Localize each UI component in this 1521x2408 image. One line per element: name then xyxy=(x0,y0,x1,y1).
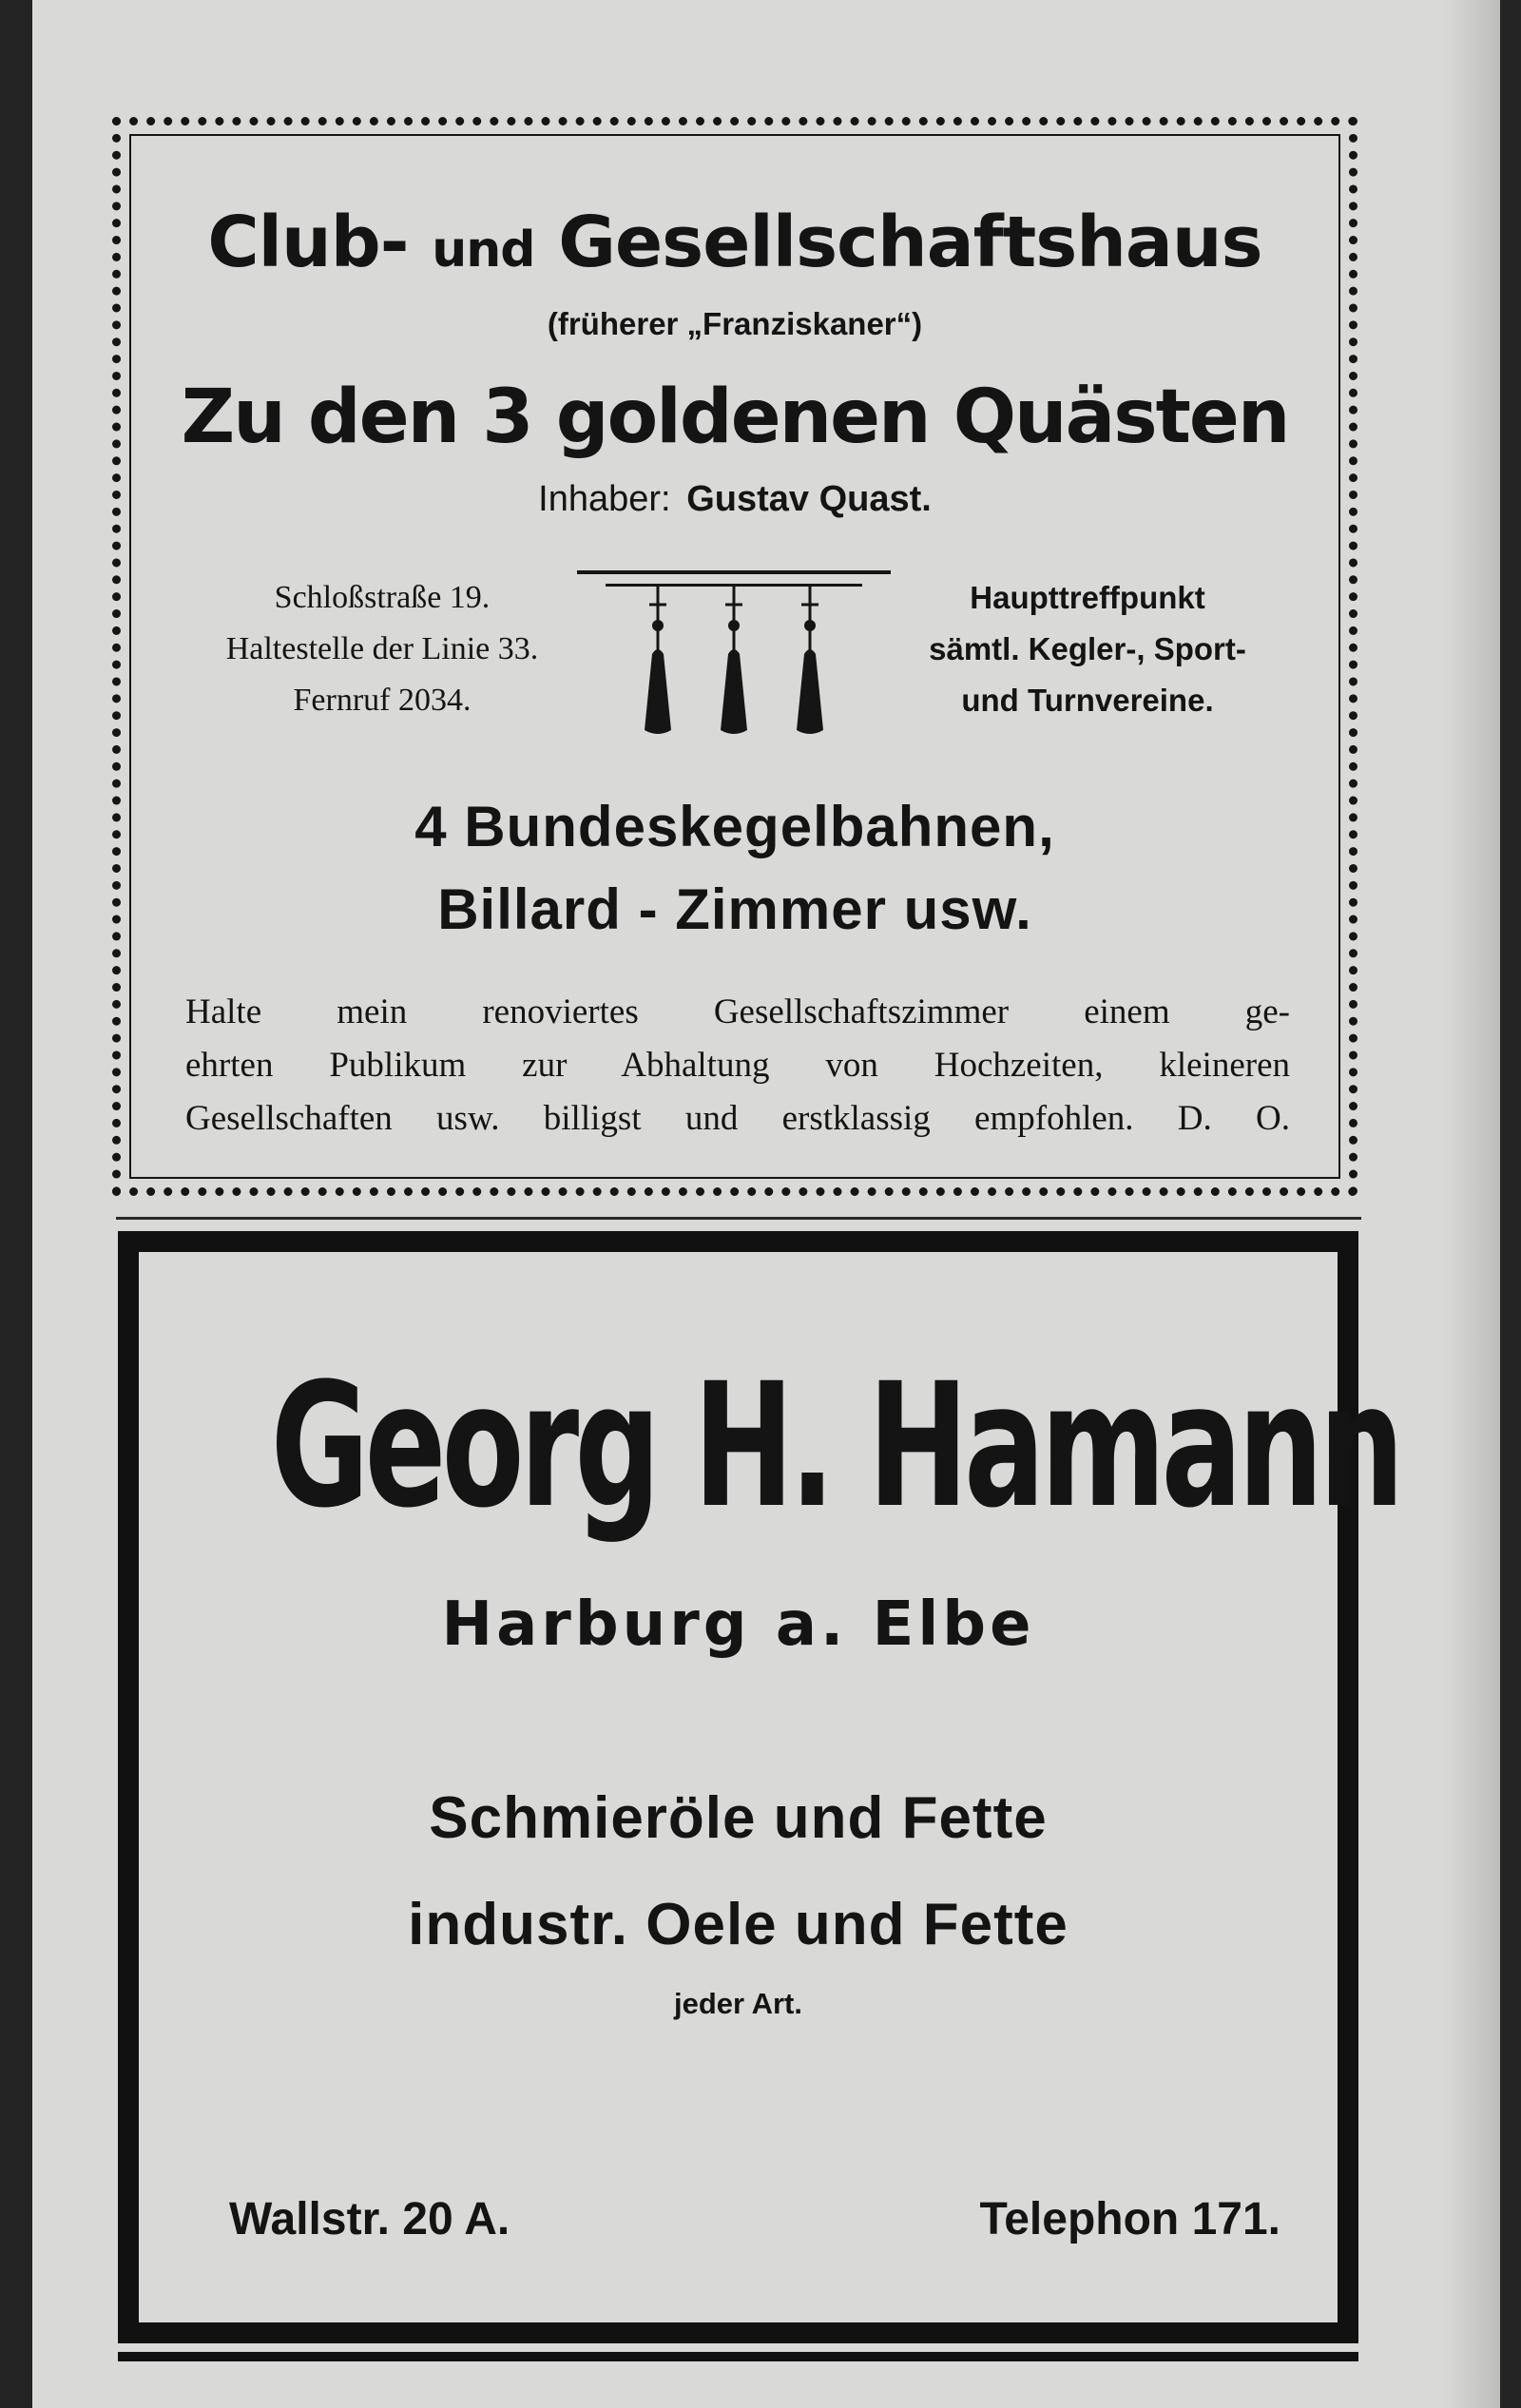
address-line: Schloßstraße 19. xyxy=(274,580,491,615)
page-edge-right xyxy=(1500,0,1521,2408)
club-meeting-block xyxy=(883,572,1292,726)
tassel-icon xyxy=(721,587,747,734)
meeting-line: Haupttreffpunkt xyxy=(970,580,1205,615)
company-phone: Telephon 171. xyxy=(979,2194,1280,2244)
owner-label: Inhaber: xyxy=(538,479,671,519)
owner-name: Gustav Quast. xyxy=(686,479,932,519)
notice-line: Gesellschaften usw. billigst und erstklassig empfohlen. D. O. xyxy=(185,1099,1290,1138)
club-notice xyxy=(185,986,1290,1146)
owner-line xyxy=(121,479,1349,520)
address-line: Fernruf 2034. xyxy=(293,683,472,718)
tassel-icon xyxy=(645,587,671,734)
hamann-advertisement xyxy=(118,1231,1400,2343)
club-title xyxy=(121,202,1349,283)
meeting-line: und Turnvereine. xyxy=(961,683,1214,718)
products-line-2: industr. Oele und Fette xyxy=(408,1892,1069,1957)
club-name: Zu den 3 goldenen Quästen xyxy=(181,375,1289,460)
company-city: Harburg a. Elbe xyxy=(441,1589,1035,1660)
club-advertisement xyxy=(112,117,1357,1196)
club-title-word3: Gesellschaftshaus xyxy=(558,202,1262,283)
club-address-block xyxy=(178,572,587,726)
page-edge-left xyxy=(0,0,32,2408)
page-shadow-right xyxy=(1443,0,1500,2408)
features-line-2: Billard - Zimmer usw. xyxy=(437,877,1032,941)
meeting-line: sämtl. Kegler-, Sport- xyxy=(929,631,1246,666)
company-address: Wallstr. 20 A. xyxy=(229,2194,510,2244)
company-name: Georg H. Hamann xyxy=(270,1347,1400,1546)
features-line-1: 4 Bundeskegelbahnen, xyxy=(414,795,1055,858)
tassels-illustration xyxy=(577,570,891,761)
products-line-1: Schmieröle und Fette xyxy=(429,1785,1048,1851)
tassel-rod-bottom xyxy=(606,584,862,587)
bottom-rule xyxy=(118,2352,1358,2361)
products-line-3: jeder Art. xyxy=(674,1987,802,2020)
tassel-icon xyxy=(797,587,823,734)
club-title-word2: und xyxy=(432,222,535,279)
former-name: (früherer „Franziskaner“) xyxy=(547,306,923,341)
notice-line: Halte mein renoviertes Gesellschaftszimmer einem ge- xyxy=(185,992,1290,1031)
notice-line: ehrten Publikum zur Abhaltung von Hochzeiten, kleineren xyxy=(185,1046,1290,1085)
club-title-word1: Club- xyxy=(207,202,409,283)
ad-separator xyxy=(116,1217,1361,1220)
address-line: Haltestelle der Linie 33. xyxy=(225,631,539,666)
tassel-rod-top xyxy=(577,570,891,574)
